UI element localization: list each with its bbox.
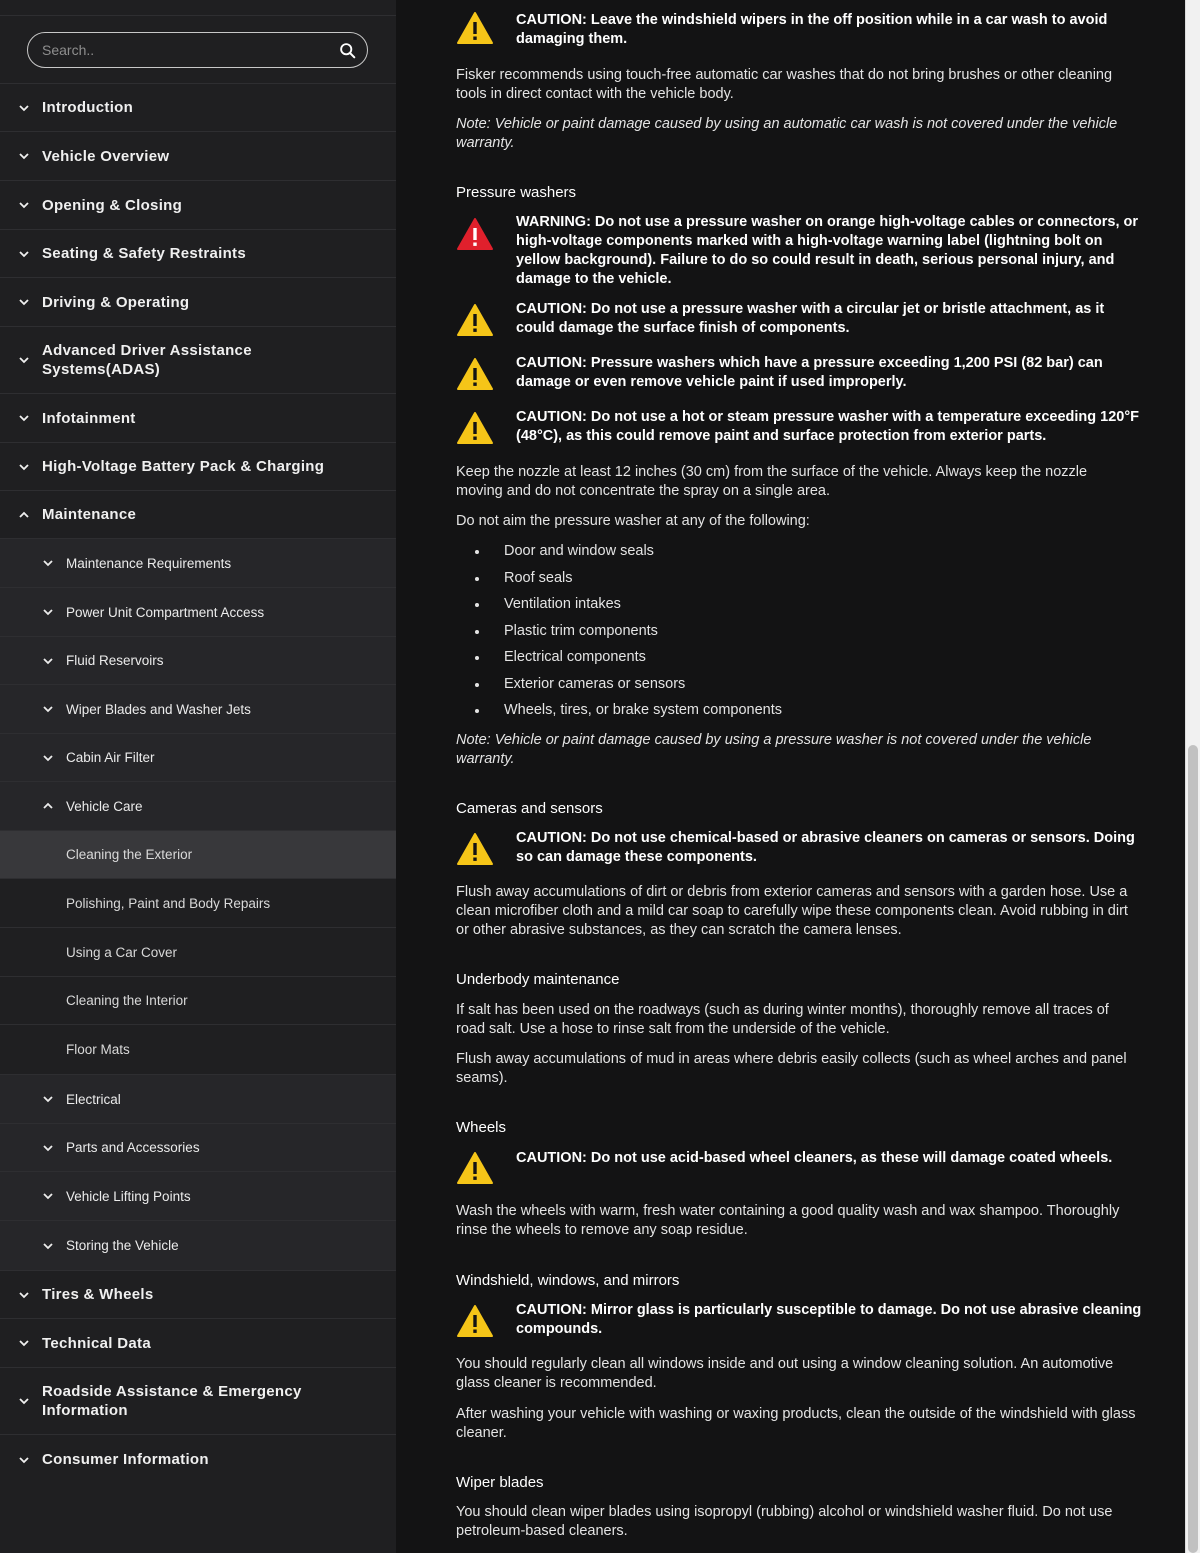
sidebar-subitem-fluid-reservoirs[interactable] <box>0 637 396 685</box>
note-paragraph <box>456 731 1136 769</box>
bullet-list <box>456 542 1136 720</box>
search-box <box>27 32 368 68</box>
caution-icon <box>456 354 516 391</box>
chevron-down-icon <box>18 412 30 424</box>
sidebar-item-label: Maintenance <box>42 506 137 523</box>
paragraph: You should clean wiper blades using isopropyl (rubbing) alcohol or windshield washer fluid. Do not use petroleum-based cleaners. <box>456 1504 1113 1539</box>
chevron-down-icon <box>42 703 54 715</box>
list-item: Roof seals <box>456 569 1136 588</box>
sidebar-item-label: Seating & Safety Restraints <box>42 245 246 262</box>
caution-notice: CAUTION: Leave the windshield wipers in the off position while in a car wash to avoid damaging them. <box>456 11 1146 49</box>
list-item: Electrical components <box>456 648 1136 667</box>
sidebar-item-maintenance[interactable] <box>0 491 396 539</box>
chevron-down-icon <box>18 199 30 211</box>
sidebar-item-adas[interactable] <box>0 327 396 394</box>
chevron-down-icon <box>42 557 54 569</box>
sidebar-subitem-label: Vehicle Lifting Points <box>66 1188 191 1204</box>
sidebar-subitem-parts-accessories[interactable] <box>0 1124 396 1172</box>
sidebar-subitem-cabin-air-filter[interactable] <box>0 734 396 782</box>
section-heading-wiper-blades: Wiper blades <box>456 1474 544 1491</box>
sidebar-item-label: Roadside Assistance & Emergency Information <box>42 1383 302 1419</box>
chevron-down-icon <box>42 1142 54 1154</box>
note-text: Vehicle or paint damage caused by using a pressure washer is not covered under the vehicle warranty. <box>456 732 1092 767</box>
sidebar-page-floor-mats[interactable] <box>0 1025 396 1075</box>
sidebar-subitem-label: Parts and Accessories <box>66 1140 200 1155</box>
search-container <box>0 16 396 84</box>
sidebar-item-label: Infotainment <box>42 409 136 427</box>
caution-icon <box>456 1301 516 1338</box>
caution-icon <box>456 408 516 445</box>
sidebar-item-introduction[interactable] <box>0 84 396 132</box>
paragraph: Wash the wheels with warm, fresh water containing a good quality wash and wax shampoo. Thoroughly rinse the wheels to remove any soap residue. <box>456 1203 1120 1238</box>
sidebar-subitem-electrical[interactable] <box>0 1075 396 1124</box>
section-heading-pressure-washers: Pressure washers <box>456 184 577 201</box>
caution-icon <box>456 300 516 337</box>
warning-icon <box>456 213 516 251</box>
sidebar-subitem-lifting-points[interactable] <box>0 1172 396 1221</box>
list-item: Exterior cameras or sensors <box>456 675 1136 694</box>
chevron-down-icon <box>18 354 30 366</box>
list-item: Wheels, tires, or brake system components <box>456 701 1136 720</box>
sidebar-item-label: Technical Data <box>42 1334 151 1352</box>
chevron-down-icon <box>18 1289 30 1301</box>
sidebar-subitem-label: Fluid Reservoirs <box>66 653 164 668</box>
sidebar-subitem-wiper-blades[interactable] <box>0 685 396 734</box>
caution-notice: CAUTION: Do not use a hot or steam pressure washer with a temperature exceeding 120°F (48°C), as this could remove paint and surface protection from exterior parts. <box>456 408 1146 446</box>
chevron-down-icon <box>18 150 30 162</box>
sidebar-item-hv-battery[interactable] <box>0 443 396 491</box>
sidebar-top-strip <box>0 0 396 16</box>
section-heading-windshield: Windshield, windows, and mirrors <box>456 1272 680 1289</box>
sidebar-page-label: Polishing, Paint and Body Repairs <box>66 895 271 911</box>
caution-notice: CAUTION: Do not use chemical-based or abrasive cleaners on cameras or sensors. Doing so can damage these components. <box>456 829 1146 867</box>
chevron-down-icon <box>42 1093 54 1105</box>
sidebar-subitem-label: Electrical <box>66 1091 121 1107</box>
list-item: Door and window seals <box>456 542 1136 561</box>
sidebar-item-opening-closing[interactable] <box>0 181 396 230</box>
sidebar-item-label: Introduction <box>42 99 134 116</box>
sidebar-item-driving-operating[interactable] <box>0 278 396 327</box>
note-text: Vehicle or paint damage caused by using an automatic car wash is not covered under the vehicle warranty. <box>456 116 1118 151</box>
sidebar-item-label: High-Voltage Battery Pack & Charging <box>42 458 325 475</box>
sidebar-page-label: Floor Mats <box>66 1042 130 1057</box>
paragraph: You should regularly clean all windows inside and out using a window cleaning solution. An automotive glass cleaner is recommended. <box>456 1356 1114 1391</box>
paragraph: Fisker recommends using touch-free automatic car washes that do not bring brushes or other cleaning tools in direct contact with the vehicle body. <box>456 67 1113 102</box>
chevron-up-icon <box>18 509 30 521</box>
sidebar-subitem-label: Wiper Blades and Washer Jets <box>66 701 251 717</box>
section-heading-underbody: Underbody maintenance <box>456 971 620 988</box>
paragraph: Keep the nozzle at least 12 inches (30 cm) from the surface of the vehicle. Always keep the nozzle moving and do not concentrate the spray on a single area. <box>456 464 1088 499</box>
sidebar-item-seating-safety[interactable] <box>0 230 396 278</box>
chevron-down-icon <box>18 461 30 473</box>
chevron-down-icon <box>42 752 54 764</box>
warning-notice: WARNING: Do not use a pressure washer on orange high-voltage cables or connectors, or high-voltage components marked with a high-voltage warning label (lightning bolt on yellow background). Failure to do so could result in death, serious personal injury, and damage to the vehicle. <box>456 213 1146 289</box>
sidebar-subitem-power-unit[interactable] <box>0 588 396 637</box>
caution-notice: CAUTION: Pressure washers which have a pressure exceeding 1,200 PSI (82 bar) can damage or even remove vehicle paint if used improperly. <box>456 354 1146 392</box>
page-scrollbar[interactable] <box>1185 0 1200 1553</box>
chevron-down-icon <box>18 1454 30 1466</box>
sidebar-item-technical-data[interactable] <box>0 1319 396 1368</box>
search-input[interactable] <box>28 33 367 67</box>
note-label: Note: <box>456 732 491 748</box>
caution-notice: CAUTION: Mirror glass is particularly susceptible to damage. Do not use abrasive cleaning compounds. <box>456 1301 1146 1339</box>
sidebar-page-cleaning-exterior[interactable] <box>0 831 396 879</box>
section-heading-cameras: Cameras and sensors <box>456 800 603 817</box>
sidebar-item-roadside-assistance[interactable] <box>0 1368 396 1435</box>
chevron-up-icon <box>42 800 54 812</box>
chevron-down-icon <box>42 1240 54 1252</box>
sidebar-item-label: Advanced Driver Assistance Systems(ADAS) <box>42 342 252 378</box>
scrollbar-thumb[interactable] <box>1188 745 1198 1553</box>
note-paragraph <box>456 115 1136 153</box>
search-icon[interactable] <box>339 42 356 59</box>
sidebar-subitem-label: Cabin Air Filter <box>66 750 155 765</box>
sidebar-subitem-storing-vehicle[interactable] <box>0 1221 396 1271</box>
chevron-down-icon <box>18 1395 30 1407</box>
paragraph: If salt has been used on the roadways (such as during winter months), thoroughly remove all traces of road salt. Use a hose to rinse salt from the underside of the vehicle. <box>456 1002 1109 1037</box>
caution-notice: CAUTION: Do not use acid-based wheel cleaners, as these will damage coated wheels. <box>456 1149 1146 1185</box>
chevron-down-icon <box>42 655 54 667</box>
paragraph: Do not aim the pressure washer at any of the following: <box>456 513 810 529</box>
list-item: Ventilation intakes <box>456 595 1136 614</box>
chevron-down-icon <box>18 1337 30 1349</box>
sidebar-subitem-label: Vehicle Care <box>66 798 143 814</box>
paragraph: After washing your vehicle with washing or waxing products, clean the outside of the windshield with glass cleaner. <box>456 1406 1136 1441</box>
sidebar-page-label: Using a Car Cover <box>66 944 178 960</box>
sidebar-subitem-label: Maintenance Requirements <box>66 555 232 571</box>
chevron-down-icon <box>18 296 30 308</box>
sidebar-page-polishing[interactable] <box>0 879 396 928</box>
note-label: Note: <box>456 116 491 132</box>
chevron-down-icon <box>18 248 30 260</box>
caution-icon <box>456 829 516 866</box>
sidebar-item-tires-wheels[interactable] <box>0 1271 396 1319</box>
sidebar-subitem-label: Storing the Vehicle <box>66 1238 179 1253</box>
sidebar-page-label: Cleaning the Exterior <box>66 847 193 862</box>
sidebar-subitem-label: Power Unit Compartment Access <box>66 604 265 620</box>
paragraph: Flush away accumulations of mud in areas where debris easily collects (such as wheel arches and panel seams). <box>456 1051 1127 1086</box>
sidebar-page-cleaning-interior[interactable] <box>0 977 396 1025</box>
sidebar-subitem-vehicle-care[interactable] <box>0 782 396 831</box>
caution-icon <box>456 1149 516 1185</box>
main-content <box>396 0 1185 1553</box>
sidebar-item-label: Opening & Closing <box>42 196 183 214</box>
chevron-down-icon <box>42 1190 54 1202</box>
sidebar-item-vehicle-overview[interactable] <box>0 132 396 181</box>
sidebar-item-infotainment[interactable] <box>0 394 396 443</box>
sidebar-page-car-cover[interactable] <box>0 928 396 977</box>
sidebar-navigation <box>0 0 396 1553</box>
sidebar-item-label: Tires & Wheels <box>42 1286 154 1303</box>
chevron-down-icon <box>18 102 30 114</box>
caution-icon <box>456 11 516 45</box>
sidebar-item-label: Vehicle Overview <box>42 147 170 165</box>
sidebar-subitem-maintenance-requirements[interactable] <box>0 539 396 588</box>
section-heading-wheels: Wheels <box>456 1119 507 1136</box>
sidebar-item-consumer-information[interactable] <box>0 1435 396 1484</box>
caution-notice: CAUTION: Do not use a pressure washer with a circular jet or bristle attachment, as it could damage the surface finish of components. <box>456 300 1146 338</box>
list-item: Plastic trim components <box>456 622 1136 641</box>
sidebar-item-label: Driving & Operating <box>42 293 190 311</box>
paragraph: Flush away accumulations of dirt or debris from exterior cameras and sensors with a garden hose. Use a clean microfiber cloth and a mild car soap to carefully wipe these components clean. Avoid rubbing in dirt or other abrasive substances, as they can scratch the camera lenses. <box>456 884 1128 938</box>
sidebar-item-label: Consumer Information <box>42 1451 209 1468</box>
sidebar-page-label: Cleaning the Interior <box>66 993 188 1008</box>
chevron-down-icon <box>42 606 54 618</box>
